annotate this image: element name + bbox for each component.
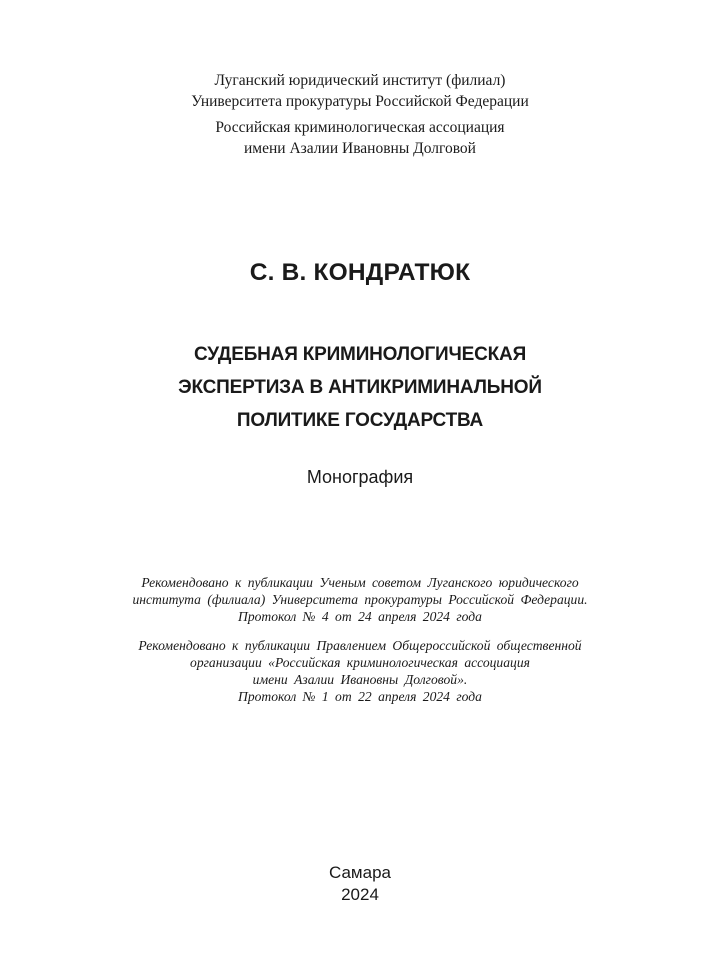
author-name: С. В. КОНДРАТЮК <box>249 259 471 286</box>
recommendation-2-line-4: Протокол № 1 от 22 апреля 2024 года <box>238 689 482 705</box>
imprint <box>0 862 720 906</box>
recommendation-1-line-1: Рекомендовано к публикации Ученым советом Луганского юридического <box>141 575 579 590</box>
genre-label: Монография <box>306 467 414 487</box>
recommendation-2-line-3: имени Азалии Ивановны Долговой». <box>252 672 468 688</box>
recommendation-1 <box>0 574 720 626</box>
recommendation-1-line-3: Протокол № 4 от 24 апреля 2024 года <box>238 609 482 625</box>
institution-line-2: Университета прокуратуры Российской Федерации <box>191 93 529 110</box>
title-line-3: ПОЛИТИКЕ ГОСУДАРСТВА <box>236 410 484 431</box>
association-line-1: Российская криминологическая ассоциация <box>215 119 505 136</box>
recommendation-2-line-1: Рекомендовано к публикации Правлением Общероссийской общественной <box>138 637 582 653</box>
institution-line-1: Луганский юридический институт (филиал) <box>214 72 506 89</box>
book-title <box>0 338 720 437</box>
recommendation-1-line-2: института (филиала) Университета прокуратуры Российской Федерации. <box>132 592 588 608</box>
institution-header <box>0 70 720 159</box>
recommendation-2 <box>0 637 720 706</box>
title-line-2: ЭКСПЕРТИЗА В АНТИКРИМИНАЛЬНОЙ <box>178 377 542 398</box>
imprint-year: 2024 <box>341 885 379 904</box>
association-line-2: имени Азалии Ивановны Долговой <box>244 140 476 157</box>
recommendation-spacer <box>0 626 720 637</box>
recommendation-2-line-2: организации «Российская криминологическая ассоциация <box>190 654 530 670</box>
imprint-city: Самара <box>329 863 391 882</box>
title-line-1: СУДЕБНАЯ КРИМИНОЛОГИЧЕСКАЯ <box>193 344 527 365</box>
recommendations <box>0 574 720 705</box>
